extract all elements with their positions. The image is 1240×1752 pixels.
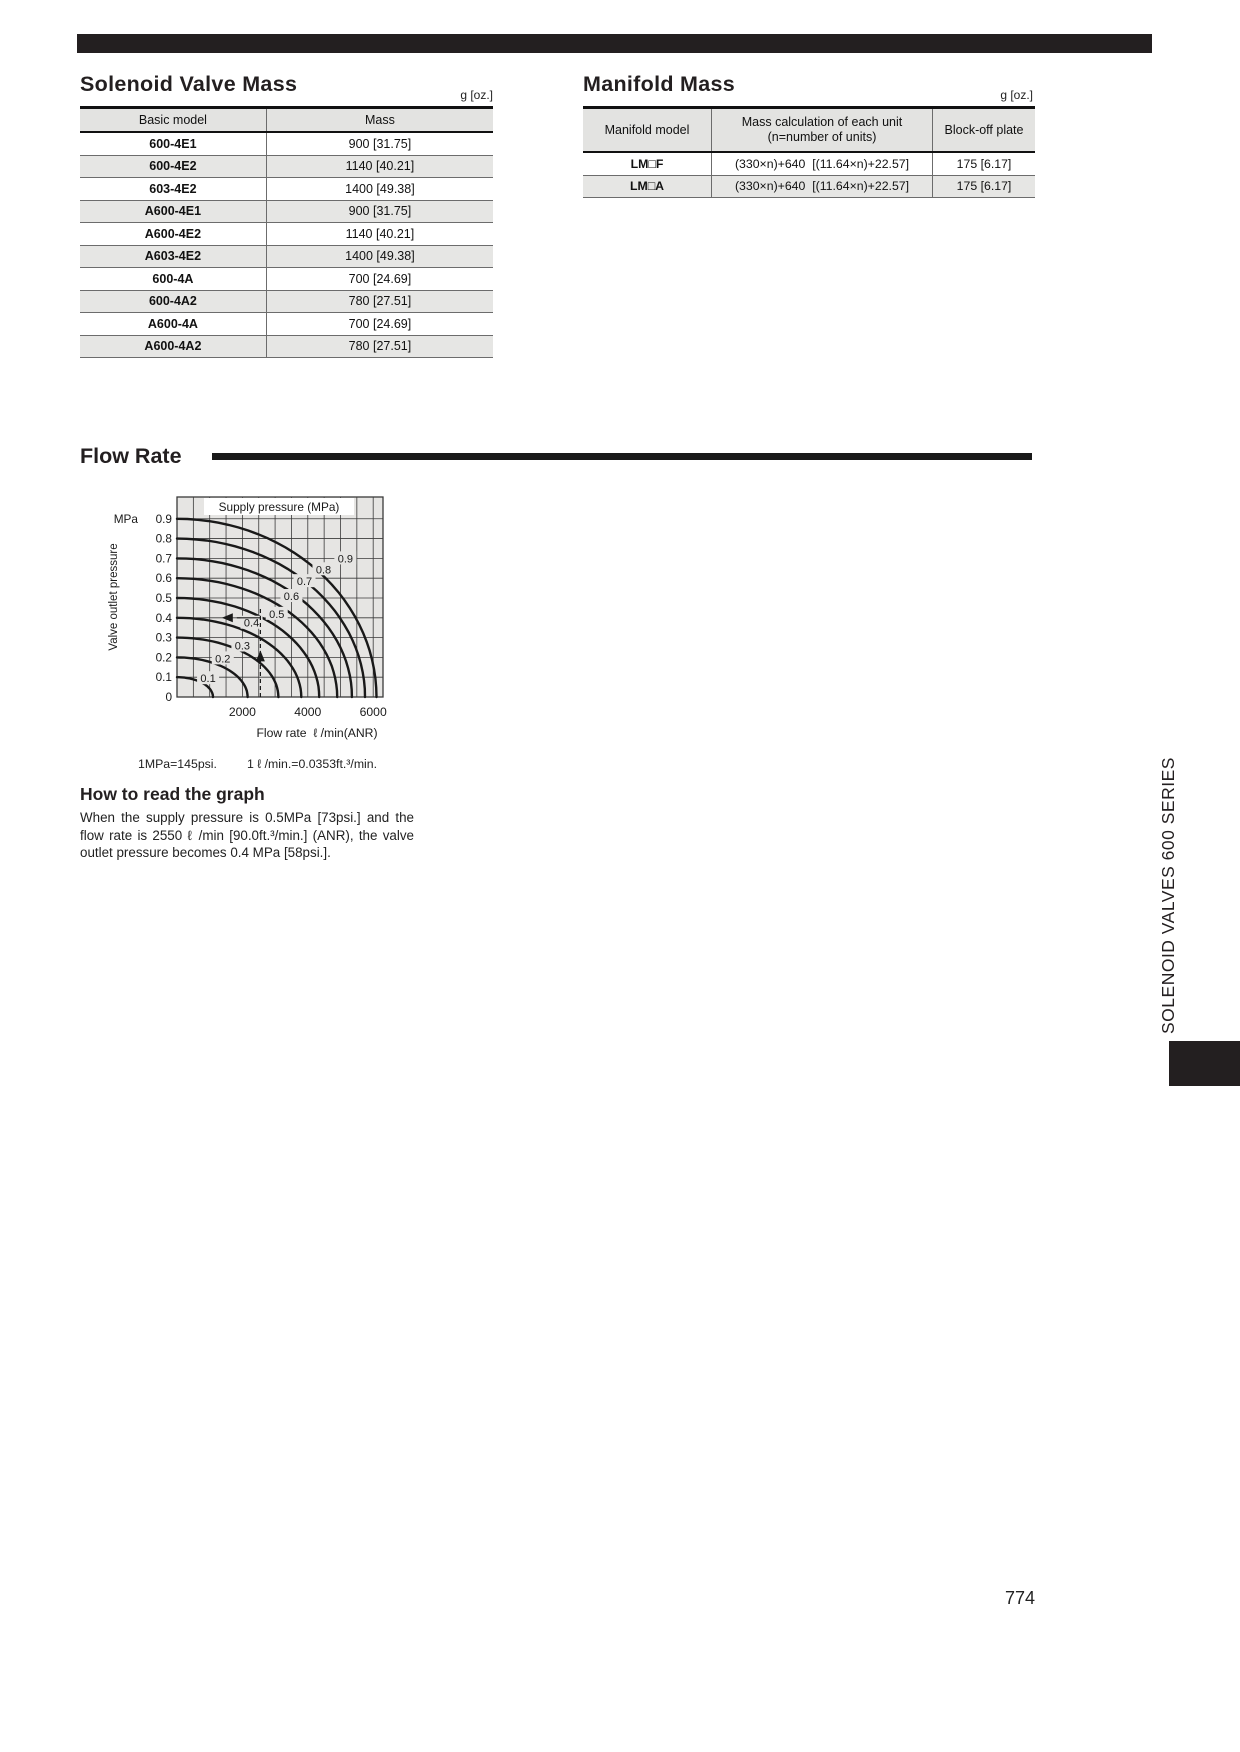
- curve-label: 0.6: [283, 591, 300, 604]
- table-cell: 700 [24.69]: [266, 268, 493, 291]
- x-axis-label: Flow rate ℓ /min(ANR): [256, 726, 378, 740]
- manifold-mass-title: Manifold Mass: [583, 72, 736, 96]
- solenoid-valve-mass-table: [80, 106, 493, 358]
- table-row: [80, 313, 493, 336]
- table-cell: 780 [27.51]: [266, 290, 493, 313]
- table-cell: 175 [6.17]: [933, 152, 1036, 175]
- curve-label: 0.4: [243, 617, 260, 630]
- table-cell: 900 [31.75]: [266, 132, 493, 155]
- table-cell: 780 [27.51]: [266, 335, 493, 358]
- table-cell: 700 [24.69]: [266, 313, 493, 336]
- curve-label: 0.7: [296, 576, 313, 589]
- column-header-mass-calculation: [712, 108, 933, 153]
- flow-rate-title: Flow Rate: [80, 444, 182, 468]
- table-row: [583, 152, 1035, 175]
- table-cell: 1400 [49.38]: [266, 245, 493, 268]
- curve-label: 0.2: [215, 653, 231, 666]
- column-header-manifold-model: Manifold model: [583, 108, 712, 153]
- table-cell: A600-4E1: [80, 200, 266, 223]
- y-axis-label: Valve outlet pressure: [108, 543, 120, 651]
- solenoid-units-label: g [oz.]: [460, 88, 493, 102]
- y-tick-label: 0.4: [155, 610, 172, 625]
- plot-area: [177, 497, 383, 697]
- table-cell: 600-4A: [80, 268, 266, 291]
- mass-calc-line2: (n=number of units): [767, 130, 877, 144]
- curve-label: 0.3: [234, 640, 251, 653]
- table-row: [80, 155, 493, 178]
- table-row: [80, 245, 493, 268]
- top-black-bar: [77, 34, 1152, 53]
- manifold-mass-table: [583, 106, 1035, 198]
- table-row: [80, 223, 493, 246]
- series-side-tab: [1169, 1041, 1240, 1086]
- table-cell: 1400 [49.38]: [266, 178, 493, 201]
- table-cell: 1140 [40.21]: [266, 155, 493, 178]
- table-row: [583, 175, 1035, 198]
- table-cell: 603-4E2: [80, 178, 266, 201]
- y-tick-label: 0.2: [155, 650, 172, 665]
- column-header-basic-model: Basic model: [80, 108, 266, 133]
- table-header: [80, 108, 493, 133]
- mpa-psi-note: 1MPa=145psi.: [138, 757, 217, 771]
- y-tick-label: 0.7: [155, 551, 172, 566]
- table-cell: 600-4E2: [80, 155, 266, 178]
- curve-label: 0.1: [200, 673, 216, 686]
- flow-rate-rule: [212, 453, 1032, 460]
- y-tick-label: 0.6: [155, 571, 172, 586]
- y-tick-label: 0.8: [155, 531, 172, 546]
- y-tick-label: 0.1: [155, 670, 172, 685]
- table-row: [80, 200, 493, 223]
- table-cell: 175 [6.17]: [933, 175, 1036, 198]
- table-cell: A600-4A: [80, 313, 266, 336]
- y-tick-label: 0: [165, 690, 172, 704]
- how-to-read-title: How to read the graph: [80, 784, 265, 804]
- liter-cubicfeet-note: 1 ℓ /min.=0.0353ft.³/min.: [246, 757, 378, 771]
- solenoid-valve-mass-title: Solenoid Valve Mass: [80, 72, 298, 96]
- table-cell: 600-4A2: [80, 290, 266, 313]
- table-cell: A600-4E2: [80, 223, 266, 246]
- table-cell: A603-4E2: [80, 245, 266, 268]
- table-cell: 600-4E1: [80, 132, 266, 155]
- x-tick-label: 2000: [228, 705, 256, 719]
- curve-label: 0.9: [337, 553, 354, 566]
- table-row: [80, 268, 493, 291]
- table-cell: LM□A: [583, 175, 712, 198]
- y-tick-label: 0.5: [155, 590, 172, 605]
- table-cell: 1140 [40.21]: [266, 223, 493, 246]
- chart-title: Supply pressure (MPa): [218, 500, 340, 514]
- table-header: [583, 108, 1035, 153]
- table-cell: 900 [31.75]: [266, 200, 493, 223]
- how-to-read-body: When the supply pressure is 0.5MPa [73psi.] and the flow rate is 2550 ℓ /min [90.0ft.³/min.] (ANR), the valve outlet pressure becomes 0.4 MPa [58psi.].: [80, 810, 414, 861]
- manifold-units-label: g [oz.]: [1000, 88, 1033, 102]
- series-side-label: SOLENOID VALVES 600 SERIES: [1158, 757, 1178, 1034]
- table-cell: (330×n)+640 [(11.64×n)+22.57]: [712, 175, 933, 198]
- x-tick-label: 6000: [359, 705, 387, 719]
- column-header-block-off-plate: Block-off plate: [933, 108, 1036, 153]
- curve-label: 0.8: [315, 564, 332, 577]
- table-cell: A600-4A2: [80, 335, 266, 358]
- table-row: [80, 335, 493, 358]
- mass-calc-line1: Mass calculation of each unit: [741, 115, 903, 129]
- table-row: [80, 132, 493, 155]
- table-cell: (330×n)+640 [(11.64×n)+22.57]: [712, 152, 933, 175]
- x-tick-label: 4000: [294, 705, 322, 719]
- y-axis-unit: MPa: [113, 511, 138, 526]
- flow-rate-chart: [95, 468, 407, 748]
- unit-conversion-note: [138, 757, 407, 771]
- y-tick-label: 0.3: [155, 630, 172, 645]
- table-cell: LM□F: [583, 152, 712, 175]
- curve-label: 0.5: [269, 608, 285, 621]
- column-header-mass: Mass: [266, 108, 493, 133]
- table-row: [80, 290, 493, 313]
- table-row: [80, 178, 493, 201]
- y-tick-label: 0.9: [155, 511, 172, 526]
- page-number: 774: [1004, 1588, 1035, 1608]
